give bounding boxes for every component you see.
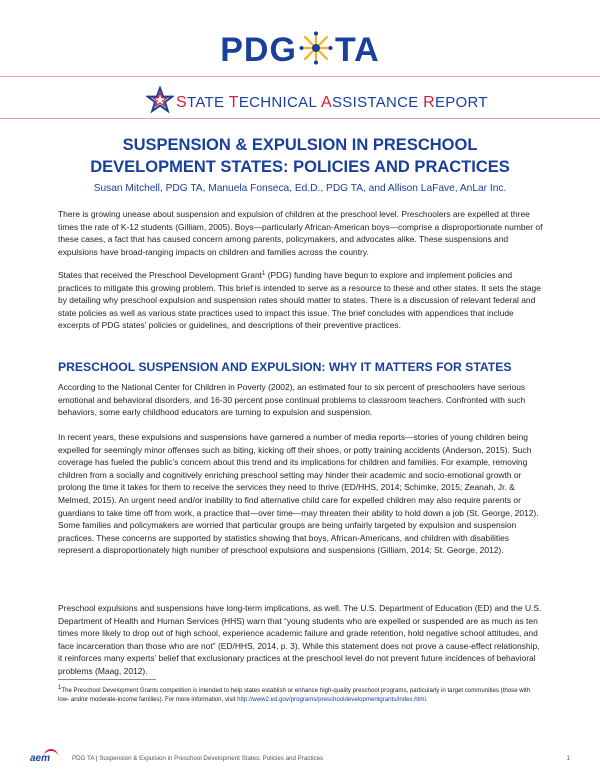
section-paragraph-3: Preschool expulsions and suspensions have long-term implications, as well. The U.S. Department of Education (ED) and the U.S. Department of Health and Human Services (HHS) warn that “young students who are expelled or suspended are as much as ten times more likely to drop out of high school, experience academic failure and grade retention, hold negative school attitudes, and face incarceration than those who are not” (ED/HHS, 2014, p. 3). While this statement does not prove a cause-effect relationship, it reinforces many experts’ belief that exclusionary practices at the preschool level do not prevent future incidences of behavioral problems (Maag, 2012). [58, 603, 542, 676]
footnote: 1The Preschool Development Grants competition is intended to help states establish or enhance high-quality preschool programs, particularly in target communities (those with low- and/or moderate-income families). For more information, visit http://www2.ed.gov/programs/preschooldevelopmentgrants/index.html. [58, 685, 531, 703]
footnote-rule [58, 679, 156, 680]
aem-logo: aem [30, 753, 51, 764]
authors: Susan Mitchell, PDG TA, Manuela Fonseca, Ed.D., PDG TA, and Allison LaFave, AnLar Inc. [93, 183, 507, 194]
star-outline-icon [146, 86, 174, 114]
page-footer [30, 752, 570, 766]
footer-text: PDG TA | Suspension & Expulsion in Preschool Development States: Policies and Practices [72, 755, 324, 762]
logo-ta-text: TA [334, 31, 380, 69]
report-label-text: STATE TECHNICAL ASSISTANCE REPORT [176, 94, 488, 111]
footnote-link[interactable]: http://www2.ed.gov/programs/preschooldevelopmentgrants/index.html [237, 695, 426, 703]
section-heading: PRESCHOOL SUSPENSION AND EXPULSION: WHY IT MATTERS FOR STATES [58, 360, 512, 374]
title-line-1: SUSPENSION & EXPULSION IN PRESCHOOL [122, 136, 478, 154]
report-label [146, 86, 488, 116]
intro-paragraph-2: States that received the Preschool Development Grant$^1$ (PDG) funding have begun to explore and implement policies and practices to mitigate this growing problem. This brief is intended to serve as a resource to these and other states. It sets the stage by detailing why preschool expulsion and suspension rates should matter to states. There is a discussion of relevant federal and state policies as well as various state practices used to impact this issue. The brief concludes with appendices that include excerpts of PDG states’ policies or guidelines, and descriptions of their preventive practices. [58, 270, 541, 331]
section-paragraph-2: In recent years, these expulsions and suspensions have garnered a number of media reports—stories of young children being expelled for seemingly minor offenses such as biting, kicking off their shoes, or potty training accidents (Anderson, 2015). Such coverage has fueled the public’s concern about this trend and its implications for children and families. For example, removing children from a socially and cognitively enriching preschool setting may hinder their academic and socio-emotional growth or prolong the time it takes for them to receive the services they need to thrive (ED/HHS, 2014; Schimke, 2015; Zeanah, Jr. & Melmed, 2015). An urgent need and/or inability to find alternative child care for expelled children may also require parents or guardians to take time off from work, a practice that—over time—may threaten their ability to hold down a job (St. George, 2012). Some families and policymakers are worried that particular groups are being unfairly targeted by expulsion and suspension practices. These concerns are supported by statistics showing that boys, African-Americans, and children with disabilities represent a disproportionately high number of preschool expulsions and suspensions (Gilliam, 2014; St. George, 2012). [58, 432, 539, 556]
logo-pdg-text: PDG [220, 31, 297, 69]
intro-paragraph-1: There is growing unease about suspension and expulsion of children at the preschool level. Preschoolers are expelled at three times the rate of K-12 students (Gilliam, 2005). Boys—particularly African-American boys—comprise a disproportionate number of these cases, a fact that has caused concern among parents, policymakers, and advocates alike. These suspensions and expulsions have broad-ranging impacts on children and families across the country. [58, 209, 543, 257]
report-label-divider [0, 118, 600, 119]
sunburst-star-icon [299, 31, 333, 65]
document-title [0, 134, 600, 178]
title-line-2: DEVELOPMENT STATES: POLICIES AND PRACTICES [90, 158, 510, 176]
aem-logo-arc-icon [44, 749, 58, 759]
pdg-ta-logo [0, 30, 600, 70]
header-divider [0, 76, 600, 77]
section-paragraph-1: According to the National Center for Children in Poverty (2002), an estimated four to six percent of preschoolers have serious emotional and behavioral disorders, and 16-30 percent pose continual problems to classroom teachers. Confronted with such behaviors, some early childhood educators are turning to expulsion and suspension. [58, 382, 526, 418]
page-number: 1 [566, 755, 570, 762]
